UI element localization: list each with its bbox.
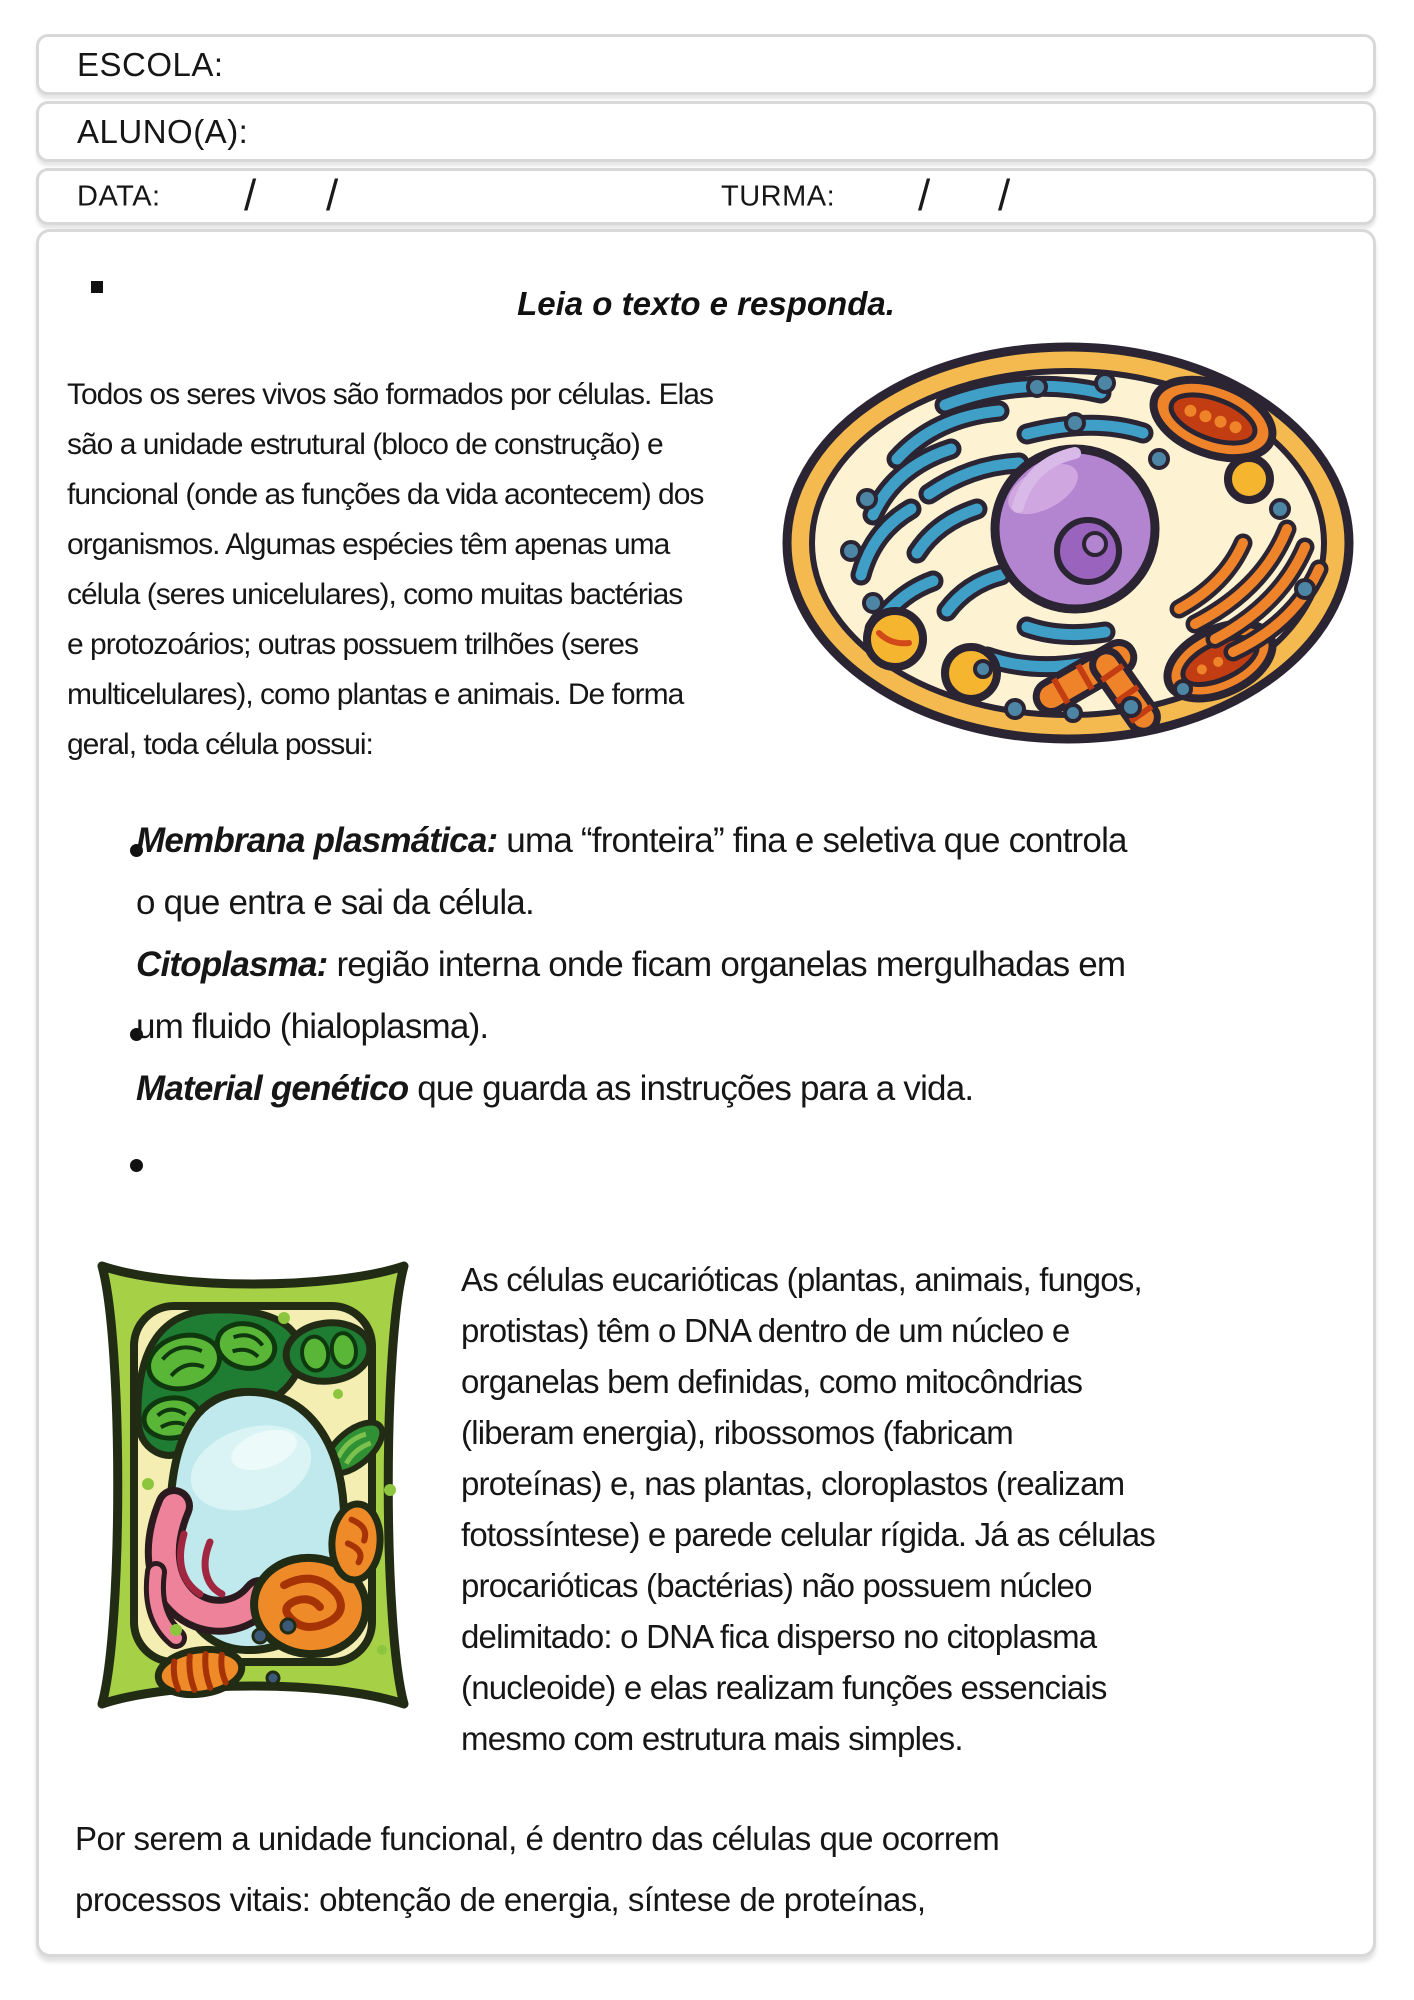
school-label: ESCOLA:: [77, 45, 224, 83]
worksheet-title: Leia o texto e responda.: [517, 285, 895, 322]
date-class-field-row: [36, 168, 1376, 225]
eukaryote-paragraph: [461, 1254, 1366, 1764]
list-line: um fluido (hialoplasma).: [136, 1007, 489, 1046]
class-label: TURMA:: [721, 180, 836, 212]
text-line: funcional (onde as funções da vida acontecem) dos: [67, 478, 704, 511]
text-line: procarióticas (bactérias) não possuem núcleo: [461, 1567, 1092, 1604]
text-line: delimitado: o DNA fica disperso no citoplasma: [461, 1618, 1097, 1655]
student-field-row: [36, 101, 1376, 162]
plant-cell-image: [88, 1250, 418, 1722]
list-bullet-3: [130, 1159, 143, 1172]
text-line: (liberam energia), ribossomos (fabricam: [461, 1414, 1013, 1451]
intro-paragraph: [67, 370, 779, 770]
animal-cell-drawing: [775, 339, 1361, 747]
mitochondrion-right: [329, 1502, 382, 1581]
text-line: organismos. Algumas espécies têm apenas uma: [67, 528, 670, 561]
worksheet-body: [36, 229, 1376, 1957]
list-line: Material genético que guarda as instruções para a vida.: [136, 1069, 974, 1108]
plant-cell-drawing: [88, 1250, 418, 1722]
text-line: mesmo com estrutura mais simples.: [461, 1720, 963, 1757]
text-line: Todos os seres vivos são formados por células. Elas: [67, 378, 713, 411]
text-line: As células eucarióticas (plantas, animais, fungos,: [461, 1261, 1142, 1298]
class-slash-2: /: [998, 170, 1011, 220]
text-line: geral, toda célula possui:: [67, 728, 373, 761]
nucleus: [995, 449, 1155, 609]
list-line: Citoplasma: região interna onde ficam organelas mergulhadas em: [136, 945, 1126, 984]
school-field-row: [36, 34, 1376, 95]
list-line: Membrana plasmática: uma “fronteira” fina e seletiva que controla: [136, 821, 1127, 860]
text-line: Por serem a unidade funcional, é dentro das células que ocorrem: [75, 1820, 1000, 1857]
class-slash-1: /: [918, 170, 931, 220]
text-line: fotossíntese) e parede celular rígida. Já as células: [461, 1516, 1155, 1553]
text-line: multicelulares), como plantas e animais. De forma: [67, 678, 684, 711]
text-line: e protozoários; outras possuem trilhões (seres: [67, 628, 638, 661]
text-line: organelas bem definidas, como mitocôndrias: [461, 1363, 1083, 1400]
student-label: ALUNO(A):: [77, 112, 249, 150]
text-line: célula (seres unicelulares), como muitas bactérias: [67, 578, 683, 611]
date-label: DATA:: [77, 180, 161, 212]
date-slash-1: /: [244, 170, 257, 220]
text-line: proteínas) e, nas plantas, cloroplastos (realizam: [461, 1465, 1125, 1502]
text-line: (nucleoide) e elas realizam funções essenciais: [461, 1669, 1107, 1706]
text-line: protistas) têm o DNA dentro de um núcleo e: [461, 1312, 1070, 1349]
text-line: são a unidade estrutural (bloco de construção) e: [67, 428, 663, 461]
text-line: processos vitais: obtenção de energia, síntese de proteínas,: [75, 1881, 926, 1918]
animal-cell-image: [775, 339, 1361, 747]
date-slash-2: /: [326, 170, 339, 220]
organelle-list: [136, 810, 1351, 1120]
list-line: o que entra e sai da célula.: [136, 883, 534, 922]
closing-paragraph: [75, 1808, 1335, 1930]
